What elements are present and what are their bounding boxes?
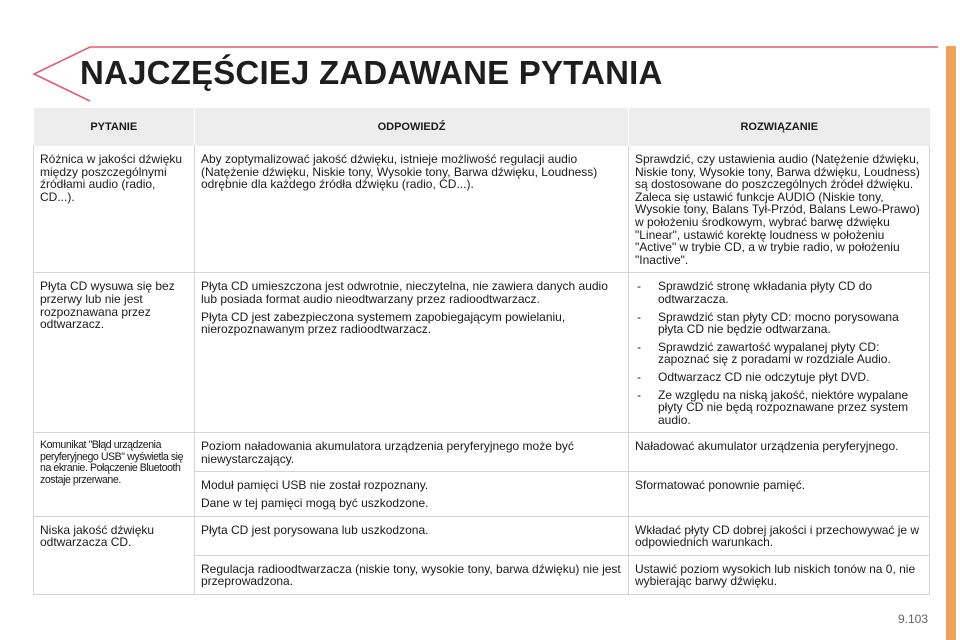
list-item: - Ze względu na niską jakość, niektóre wypalane płyty CD nie będą rozpoznawane przez system audio. [637, 387, 909, 427]
answer-text: Poziom naładowania akumulatora urządzenia peryferyjnego może być niewystarczający. [201, 439, 574, 466]
answer-cell [195, 433, 629, 472]
list-item-text: Ze względu na niską jakość, niektóre wypalane płyty CD nie będą rozpoznawane przez system audio. [658, 387, 909, 427]
answer-cell [195, 472, 629, 516]
list-item-text: Sprawdzić stronę wkładania płyty CD do odtwarzacza. [658, 279, 873, 306]
answer-text: Płyta CD umieszczona jest odwrotnie, nieczytelna, nie zawiera danych audio lub posiada format audio nieodtwarzany przez radioodtwarzacz. [201, 279, 608, 306]
list-item-text: Odtwarzacz CD nie odczytuje płyt DVD. [658, 369, 870, 384]
table-row [34, 516, 930, 555]
question-cell: Komunikat "Błąd urządzenia peryferyjnego USB" wyświetla się na ekranie. Połączenie Bluetooth zostaje przerwane. [34, 433, 195, 516]
solution-list [635, 280, 925, 426]
answer-text: Moduł pamięci USB nie został rozpoznany. [201, 478, 429, 493]
answer-text: Płyta CD jest zabezpieczona systemem zapobiegającym powielaniu, nierozpoznawanym przez radioodtwarzacz. [201, 309, 566, 337]
faq-table [33, 108, 930, 595]
solution-cell: Ustawić poziom wysokich lub niskich tonów na 0, nie wybierając barwy dźwięku. [629, 555, 930, 594]
page-number: 9.103 [898, 612, 929, 626]
answer-cell [195, 273, 629, 433]
answer-text: Płyta CD jest porysowana lub uszkodzona. [201, 522, 429, 537]
answer-text: Aby zoptymalizować jakość dźwięku, istnieje możliwość regulacji audio (Natężenie dźwięku, Niskie tony, Wysokie tony, Barwa dźwięku, Loudness) odrębnie dla każdego źródła dźwięku (radio, CD...). [201, 152, 598, 192]
answer-text: Regulacja radioodtwarzacza (niskie tony, wysokie tony, barwa dźwięku) nie jest przeprowadzona. [201, 561, 621, 589]
list-item-text: Sprawdzić zawartość wypalanej płyty CD: zapoznać się z poradami w rozdziale Audio. [658, 339, 891, 367]
answer-cell [195, 146, 629, 273]
list-item: - Sprawdzić zawartość wypalanej płyty CD: zapoznać się z poradami w rozdziale Audio. [637, 339, 891, 367]
side-stripe [946, 46, 956, 640]
question-cell: Płyta CD wysuwa się bez przerwy lub nie jest rozpoznawana przez odtwarzacz. [34, 273, 195, 433]
list-item-text: Sprawdzić stan płyty CD: mocno porysowana płyta CD nie będzie odtwarzana. [658, 309, 899, 337]
table-header-row [34, 108, 930, 146]
solution-cell [629, 273, 930, 433]
header-solution: ROZWIĄZANIE [629, 108, 930, 146]
solution-cell: Sformatować ponownie pamięć. [629, 472, 930, 516]
answer-cell [195, 555, 629, 594]
question-cell: Różnica w jakości dźwięku między poszczególnymi źródłami audio (radio, CD...). [34, 146, 195, 273]
table-row [34, 146, 930, 273]
list-item: - Sprawdzić stronę wkładania płyty CD do odtwarzacza. [637, 279, 873, 306]
header-answer: ODPOWIEDŹ [195, 108, 629, 146]
page-title: NAJCZĘŚCIEJ ZADAWANE PYTANIA [80, 54, 663, 91]
solution-cell: Sprawdzić, czy ustawienia audio (Natężenie dźwięku, Niskie tony, Wysokie tony, Barwa dźwięku, Loudness) są dostosowane do poszczególnych źródeł dźwięku. Zaleca się ustawić funkcje AUDIO (Niskie tony, Wysokie tony, Balans Tył-Przód, Balans Lewo-Prawo) w położeniu środkowym, wybrać barwę dźwięku "Linear", ustawić korektę loudness w położeniu "Active" w trybie CD, a w trybie radio, w położeniu "Inactive". [629, 146, 930, 273]
list-item: - Odtwarzacz CD nie odczytuje płyt DVD. [637, 369, 870, 384]
question-cell: Niska jakość dźwięku odtwarzacza CD. [34, 516, 195, 594]
table-row [34, 273, 930, 433]
answer-text: Dane w tej pamięci mogą być uszkodzone. [201, 496, 429, 511]
list-item: - Sprawdzić stan płyty CD: mocno porysowana płyta CD nie będzie odtwarzana. [637, 309, 899, 337]
solution-cell: Wkładać płyty CD dobrej jakości i przechowywać je w odpowiednich warunkach. [629, 516, 930, 555]
table-row [34, 433, 930, 472]
title-banner [0, 0, 940, 110]
solution-cell: Naładować akumulator urządzenia peryferyjnego. [629, 433, 930, 472]
answer-cell [195, 516, 629, 555]
header-question: PYTANIE [34, 108, 195, 146]
